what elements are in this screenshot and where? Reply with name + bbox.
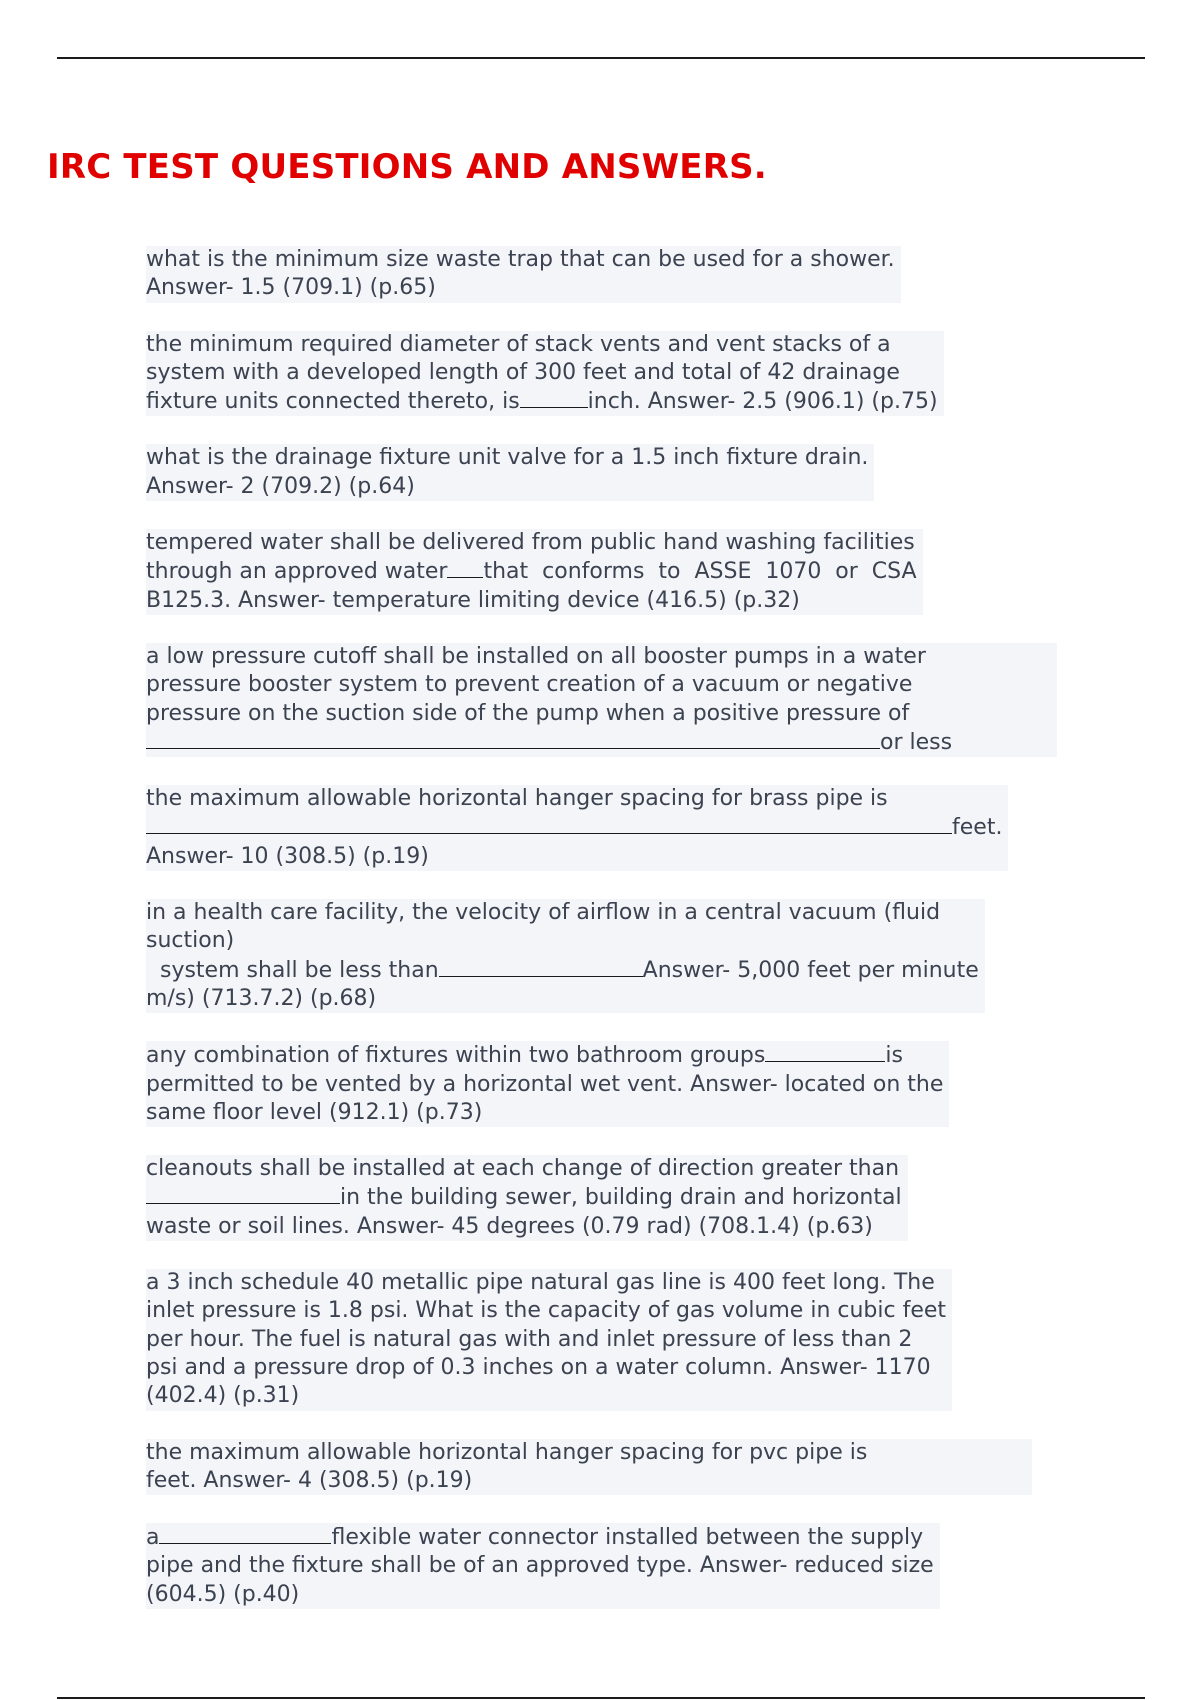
qa-text: (604.5) (p.40): [146, 1581, 300, 1607]
qa-text: inch. Answer- 2.5 (906.1) (p.75): [587, 389, 938, 415]
qa-text: pressure on the suction side of the pump when a positive pressure of: [146, 700, 910, 726]
answer-blank: [146, 813, 952, 834]
document-title: IRC TEST QUESTIONS AND ANSWERS.: [47, 147, 767, 187]
qa-text: the minimum required diameter of stack vents and vent stacks of a: [146, 331, 891, 357]
qa-text: Answer- 2 (709.2) (p.64): [146, 473, 415, 499]
qa-line: [146, 813, 1002, 842]
qa-line: [146, 728, 1051, 757]
qa-text: in a health care facility, the velocity of airflow in a central vacuum (fluid: [146, 900, 941, 926]
answer-blank: [447, 557, 483, 578]
qa-text: a: [146, 1525, 160, 1551]
qa-item: [146, 331, 944, 417]
answer-blank: [520, 387, 588, 408]
qa-text: B125.3. Answer- temperature limiting device (416.5) (p.32): [146, 587, 800, 613]
qa-text: any combination of fixtures within two bathroom groups: [146, 1043, 766, 1069]
qa-text: fixture units connected thereto, is: [146, 389, 520, 415]
qa-line: [146, 1041, 943, 1070]
qa-text: feet. Answer- 4 (308.5) (p.19): [146, 1467, 473, 1493]
qa-text: permitted to be vented by a horizontal wet vent. Answer- located on the: [146, 1071, 944, 1097]
qa-text: Answer- 1.5 (709.1) (p.65): [146, 275, 436, 301]
qa-text: psi and a pressure drop of 0.3 inches on a water column. Answer- 1170: [146, 1354, 931, 1380]
header-rule: [57, 57, 1145, 59]
qa-text: is: [885, 1043, 903, 1069]
qa-line: [146, 557, 917, 586]
footer-rule: [57, 1697, 1145, 1699]
qa-text: in the building sewer, building drain and horizontal: [340, 1185, 902, 1211]
qa-item: [146, 1041, 949, 1127]
qa-item: [146, 899, 985, 1013]
qa-text: m/s) (713.7.2) (p.68): [146, 985, 377, 1011]
qa-text: the maximum allowable horizontal hanger spacing for pvc pipe is: [146, 1439, 868, 1465]
qa-text: a low pressure cutoff shall be installed on all booster pumps in a water: [146, 643, 926, 669]
qa-text: a 3 inch schedule 40 metallic pipe natural gas line is 400 feet long. The: [146, 1270, 935, 1296]
qa-line: [146, 387, 938, 416]
qa-text: tempered water shall be delivered from public hand washing facilities: [146, 530, 915, 556]
answer-blank: [146, 728, 880, 749]
qa-item: [146, 643, 1057, 757]
qa-item: [146, 1523, 940, 1609]
qa-text: that conforms to ASSE 1070 or CSA: [483, 559, 917, 585]
qa-item: [146, 444, 874, 501]
qa-item: [146, 1439, 1032, 1496]
qa-text: inlet pressure is 1.8 psi. What is the capacity of gas volume in cubic feet: [146, 1298, 947, 1324]
qa-text: Answer- 10 (308.5) (p.19): [146, 843, 429, 869]
qa-text: Answer- 5,000 feet per minute: [642, 957, 979, 983]
qa-item: [146, 785, 1008, 871]
qa-text: through an approved water: [146, 559, 448, 585]
qa-line: [146, 956, 979, 985]
answer-blank: [765, 1041, 885, 1062]
qa-text: what is the drainage fixture unit valve for a 1.5 inch fixture drain.: [146, 445, 869, 471]
qa-text: or less: [880, 729, 953, 755]
qa-item: [146, 246, 901, 303]
qa-text: per hour. The fuel is natural gas with and inlet pressure of less than 2: [146, 1326, 913, 1352]
qa-line: [146, 1523, 934, 1552]
qa-item: [146, 1155, 908, 1241]
qa-text: pressure booster system to prevent creation of a vacuum or negative: [146, 672, 913, 698]
answer-blank: [159, 1523, 331, 1544]
qa-text: what is the minimum size waste trap that can be used for a shower.: [146, 247, 895, 272]
qa-text: the maximum allowable horizontal hanger spacing for brass pipe is: [146, 786, 888, 812]
qa-item: [146, 1269, 952, 1410]
qa-list: [146, 246, 1056, 1637]
qa-text: same floor level (912.1) (p.73): [146, 1099, 483, 1125]
answer-blank: [146, 1183, 340, 1204]
qa-text: suction): [146, 928, 235, 954]
qa-text: (402.4) (p.31): [146, 1383, 300, 1409]
qa-text: system with a developed length of 300 feet and total of 42 drainage: [146, 359, 900, 385]
qa-text: feet.: [952, 815, 1003, 841]
qa-text: pipe and the fixture shall be of an approved type. Answer- reduced size: [146, 1553, 934, 1579]
qa-text: waste or soil lines. Answer- 45 degrees (0.79 rad) (708.1.4) (p.63): [146, 1213, 873, 1239]
qa-text: flexible water connector installed between the supply: [331, 1525, 924, 1551]
answer-blank: [439, 956, 643, 977]
qa-line: [146, 1183, 902, 1212]
qa-text: system shall be less than: [146, 957, 439, 983]
qa-text: cleanouts shall be installed at each change of direction greater than: [146, 1156, 900, 1182]
qa-item: [146, 529, 923, 615]
